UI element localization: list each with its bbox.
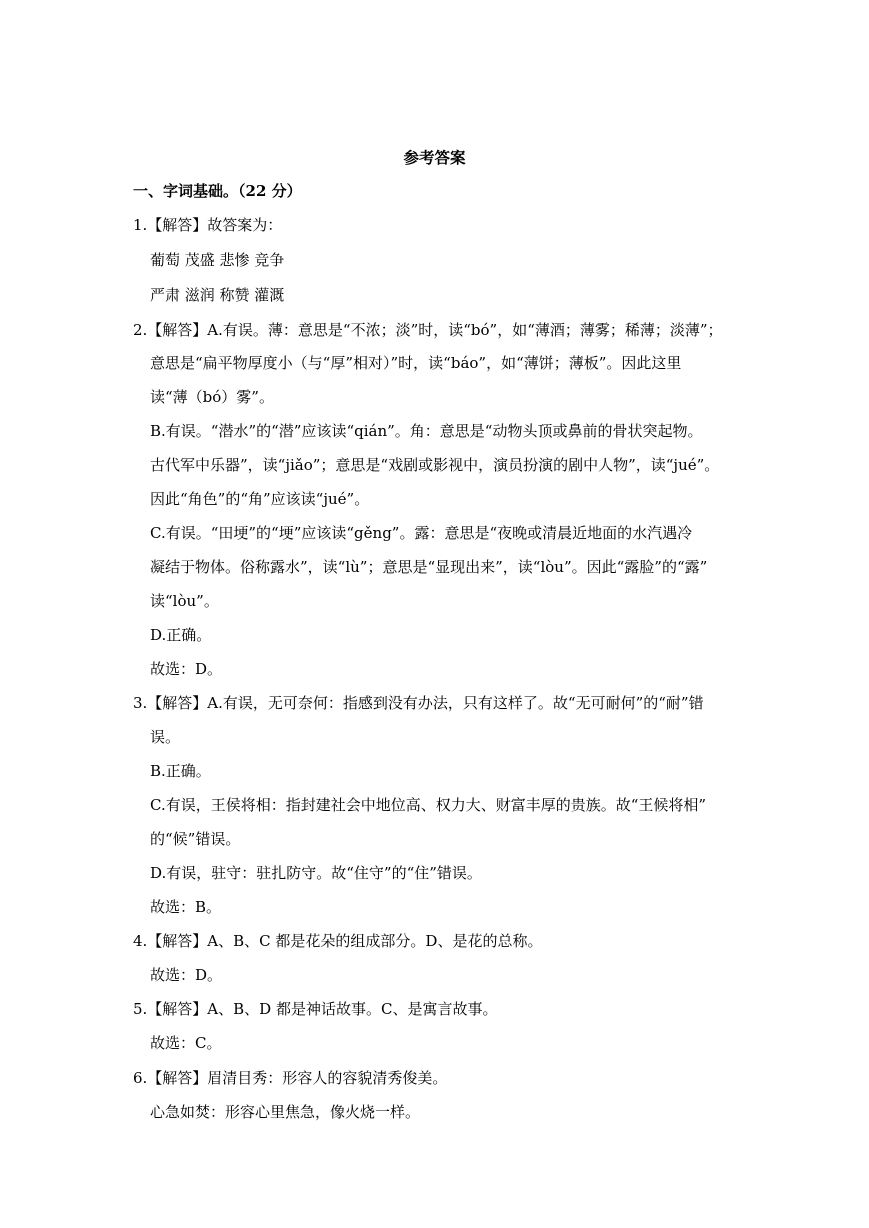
q2-line: 古代军中乐器”，读“jiǎo”；意思是“戏剧或影视中，演员扮演的剧中人物”，读“jué”。 [150,456,720,474]
q3-line: 误。 [150,728,181,746]
q3-line: 3.【解答】A.有误，无可奈何：指感到没有办法，只有这样了。故“无可耐何”的“耐”错 [133,694,704,712]
q2-line: 2.【解答】A.有误。薄：意思是“不浓；淡”时，读“bó”，如“薄酒；薄雾；稀薄；淡薄”； [133,321,723,339]
q2-line: 读“薄（bó）雾”。 [150,388,274,406]
q2-line: 意思是“扁平物厚度小（与“厚”相对）”时，读“báo”，如“薄饼；薄板”。因此这里 [150,354,682,372]
q2-line: 因此“角色”的“角”应该读“jué”。 [150,490,370,508]
q1-answer-row: 严肃 滋润 称赞 灌溉 [150,286,285,304]
q5-line: 5.【解答】A、B、D 都是神话故事。C、是寓言故事。 [133,1000,498,1018]
q5-line: 故选：C。 [150,1034,222,1052]
q3-line: B.正确。 [150,762,211,780]
q1-answer-row: 葡萄 茂盛 悲惨 竞争 [150,251,285,269]
q3-line: C.有误，王侯将相：指封建社会中地位高、权力大、财富丰厚的贵族。故“王候将相” [150,796,707,814]
section-heading: 一、字词基础。（22 分） [133,182,302,200]
q2-line: 凝结于物体。俗称露水”，读“lù”；意思是“显现出来”，读“lòu”。因此“露脸”的“露” [150,558,708,576]
q3-line: 故选：B。 [150,898,222,916]
q4-line: 4.【解答】A、B、C 都是花朵的组成部分。D、是花的总称。 [133,932,543,950]
q3-line: 的“候”错误。 [150,830,241,848]
q2-line: 读“lòu”。 [150,592,219,610]
q2-line: D.正确。 [150,626,212,644]
q6-line: 6.【解答】眉清目秀：形容人的容貌清秀俊美。 [133,1069,448,1087]
q1-heading: 1.【解答】故答案为： [133,216,283,234]
page-title: 参考答案 [403,148,466,167]
q2-line: 故选：D。 [150,660,223,678]
q2-line: C.有误。“田埂”的“埂”应该读“gěng”。露：意思是“夜晚或清晨近地面的水汽遇冷 [150,524,693,542]
q6-line: 心急如焚：形容心里焦急，像火烧一样。 [150,1103,421,1121]
q4-line: 故选：D。 [150,966,223,984]
q3-line: D.有误，驻守：驻扎防守。故“住守”的“住”错误。 [150,864,482,882]
q2-line: B.有误。“潜水”的“潜”应该读“qián”。角：意思是“动物头顶或鼻前的骨状突起物。 [150,422,703,440]
